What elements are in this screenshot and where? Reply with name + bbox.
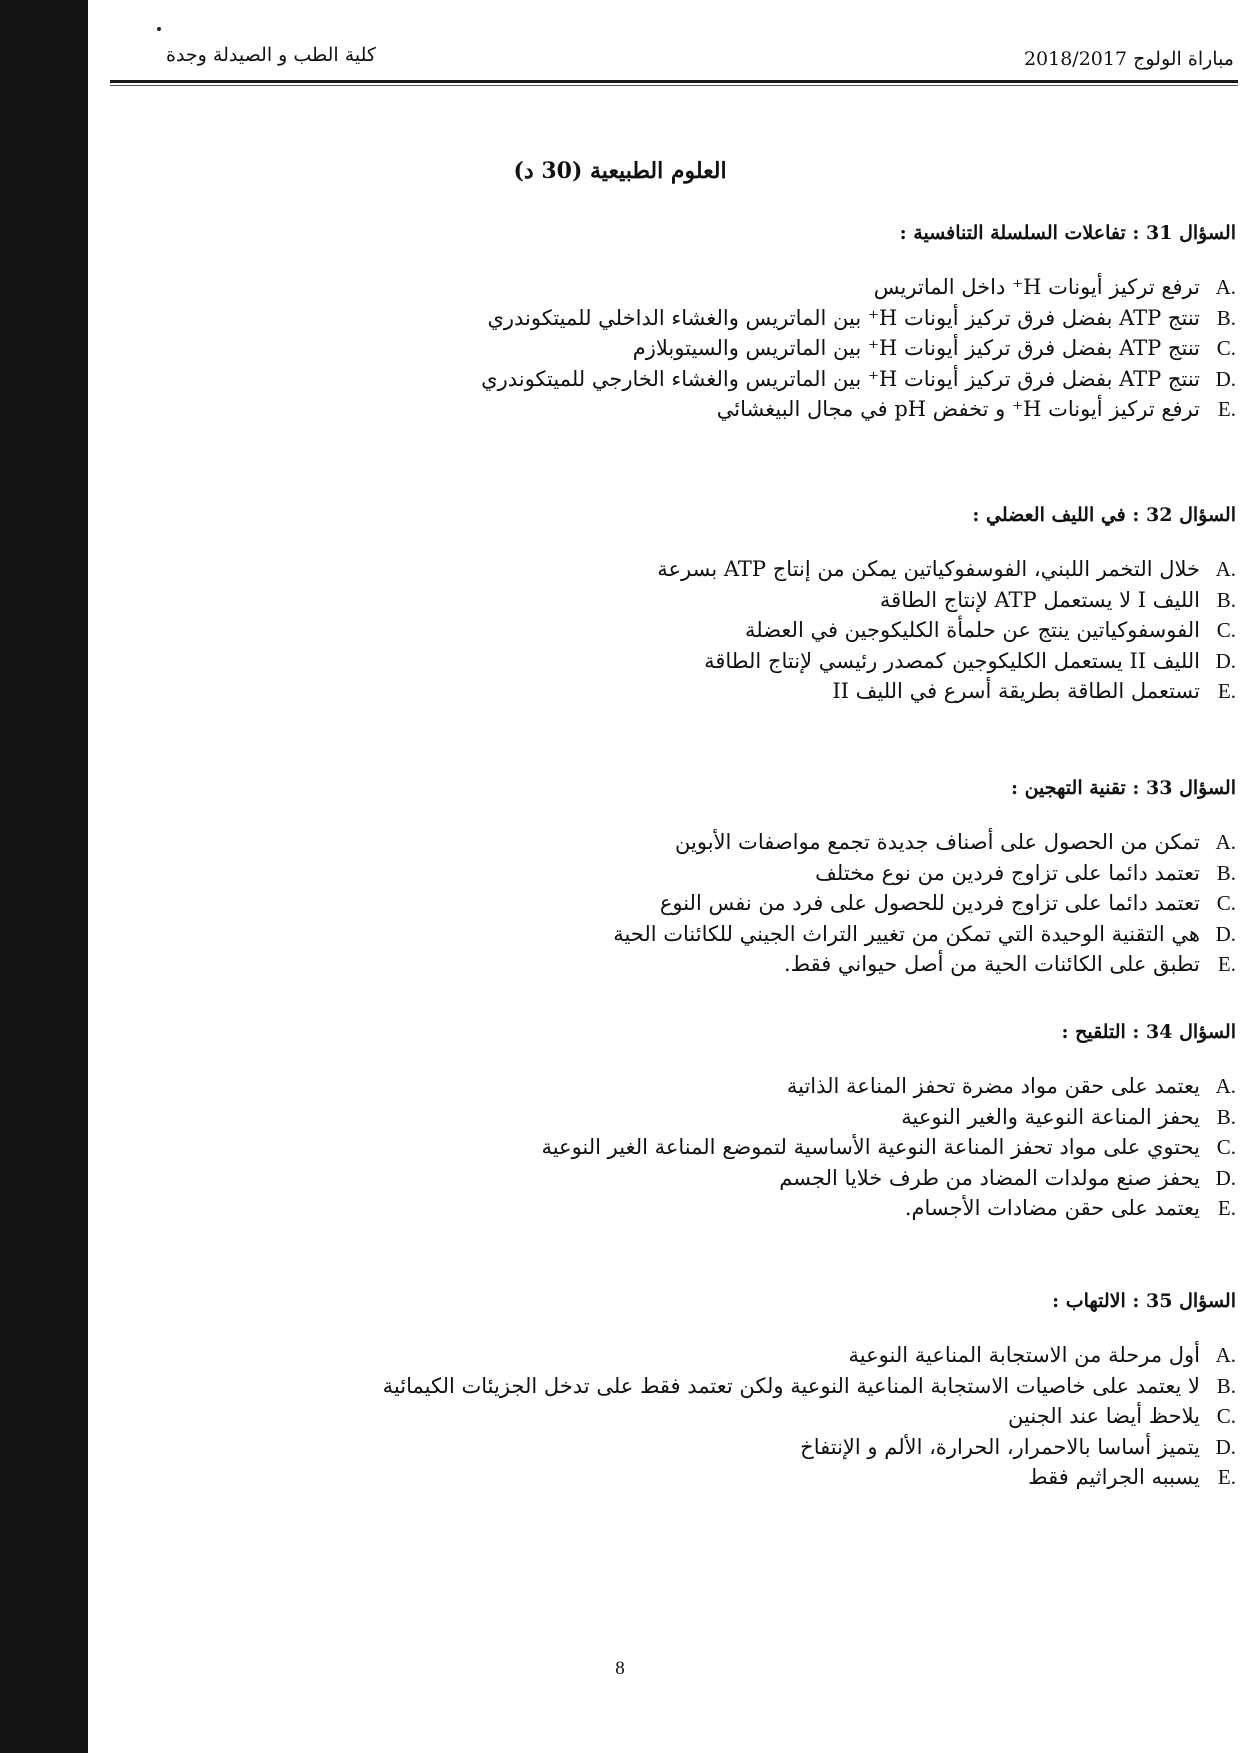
- option-text: يتميز أساسا بالاحمرار، الحرارة، الألم و الإنتفاخ: [800, 1434, 1200, 1459]
- option-text: تعتمد دائما على تزاوج فردين من نوع مختلف: [815, 860, 1200, 885]
- option-text: الليف I لا يستعمل ATP لإنتاج الطاقة: [879, 587, 1200, 612]
- question-31: [136, 218, 1236, 425]
- option-c[interactable]: [136, 1132, 1236, 1163]
- option-d[interactable]: [136, 646, 1236, 677]
- option-letter: E.: [1217, 397, 1236, 421]
- option-letter: B.: [1216, 1104, 1236, 1129]
- option-b[interactable]: [136, 1102, 1236, 1133]
- option-letter: E.: [1217, 1196, 1236, 1220]
- question-title: السؤال 34 : التلقيح :: [1061, 1021, 1236, 1043]
- option-c[interactable]: [136, 333, 1236, 364]
- option-text: الفوسفوكياتين ينتج عن حلمأة الكليكوجين في العضلة: [745, 618, 1200, 642]
- question-title: السؤال 33 : تقنية التهجين :: [1010, 777, 1236, 799]
- header-rule: [110, 80, 1238, 83]
- question-33: [136, 773, 1236, 980]
- option-e[interactable]: [136, 1193, 1236, 1224]
- option-b[interactable]: [136, 1371, 1236, 1402]
- option-a[interactable]: [136, 554, 1236, 585]
- option-letter: A.: [1215, 275, 1236, 299]
- option-text: تنتج ATP بفضل فرق تركيز أيونات H⁺ بين الماتريس والغشاء الخارجي للميتكوندري: [481, 366, 1200, 391]
- option-letter: D.: [1215, 648, 1236, 673]
- option-a[interactable]: [136, 1071, 1236, 1102]
- question-title: السؤال 32 : في الليف العضلي :: [972, 504, 1236, 526]
- option-letter: C.: [1216, 1135, 1236, 1159]
- option-letter: C.: [1216, 618, 1236, 642]
- option-letter: B.: [1216, 860, 1236, 885]
- option-letter: C.: [1216, 891, 1236, 915]
- option-letter: D.: [1215, 921, 1236, 946]
- option-text: هي التقنية الوحيدة التي تمكن من تغيير التراث الجيني للكائنات الحية: [613, 921, 1200, 946]
- option-text: ترفع تركيز أيونات H⁺ داخل الماتريس: [873, 275, 1200, 299]
- option-a[interactable]: [136, 272, 1236, 303]
- option-text: خلال التخمر اللبني، الفوسفوكياتين يمكن من إنتاج ATP بسرعة: [657, 557, 1200, 581]
- option-d[interactable]: [136, 1432, 1236, 1463]
- option-list: [136, 554, 1236, 707]
- option-e[interactable]: [136, 676, 1236, 707]
- option-letter: A.: [1215, 1074, 1236, 1098]
- header-exam-wrap: [1024, 48, 1234, 70]
- option-letter: B.: [1216, 1373, 1236, 1398]
- option-d[interactable]: [136, 364, 1236, 395]
- header-rule-thin: [110, 85, 1238, 86]
- option-letter: B.: [1216, 305, 1236, 330]
- option-text: تستعمل الطاقة بطريقة أسرع في الليف II: [832, 679, 1200, 703]
- scan-speck: [157, 27, 161, 31]
- option-a[interactable]: [136, 1340, 1236, 1371]
- option-text: يحفز صنع مولدات المضاد من طرف خلايا الجسم: [779, 1165, 1200, 1190]
- option-d[interactable]: [136, 1163, 1236, 1194]
- option-c[interactable]: [136, 1401, 1236, 1432]
- option-b[interactable]: [136, 585, 1236, 616]
- header-exam: مباراة الولوج 2018/2017: [1023, 48, 1234, 70]
- question-32: [136, 500, 1236, 707]
- option-text: تطبق على الكائنات الحية من أصل حيواني فقط.: [783, 952, 1200, 976]
- option-text: تمكن من الحصول على أصناف جديدة تجمع مواصفات الأبوين: [675, 830, 1200, 854]
- option-list: [136, 827, 1236, 980]
- option-text: يسببه الجراثيم فقط: [1028, 1465, 1200, 1489]
- option-text: لا يعتمد على خاصيات الاستجابة المناعية النوعية ولكن تعتمد فقط على تدخل الجزيئات الكيمائية: [382, 1373, 1200, 1398]
- option-e[interactable]: [136, 394, 1236, 425]
- option-text: يلاحظ أيضا عند الجنين: [1008, 1404, 1200, 1428]
- option-list: [136, 1340, 1236, 1493]
- question-35: [136, 1286, 1236, 1493]
- option-e[interactable]: [136, 1462, 1236, 1493]
- question-34: [136, 1017, 1236, 1224]
- option-b[interactable]: [136, 303, 1236, 334]
- option-letter: D.: [1215, 1434, 1236, 1459]
- option-c[interactable]: [136, 888, 1236, 919]
- option-list: [136, 272, 1236, 425]
- option-text: يعتمد على حقن مضادات الأجسام.: [904, 1196, 1200, 1220]
- option-text: يحتوي على مواد تحفز المناعة النوعية الأساسية لتموضع المناعة الغير النوعية: [541, 1135, 1200, 1159]
- option-letter: C.: [1216, 1404, 1236, 1428]
- option-text: يحفز المناعة النوعية والغير النوعية: [901, 1104, 1200, 1129]
- option-c[interactable]: [136, 615, 1236, 646]
- option-text: الليف II يستعمل الكليكوجين كمصدر رئيسي لإنتاج الطاقة: [704, 648, 1200, 673]
- option-d[interactable]: [136, 919, 1236, 950]
- option-b[interactable]: [136, 858, 1236, 889]
- option-text: تنتج ATP بفضل فرق تركيز أيونات H⁺ بين الماتريس والغشاء الداخلي للميتكوندري: [487, 305, 1200, 330]
- option-letter: A.: [1215, 1343, 1236, 1367]
- question-title: السؤال 35 : الالتهاب :: [1052, 1290, 1236, 1312]
- option-letter: E.: [1217, 1465, 1236, 1489]
- question-title: السؤال 31 : تفاعلات السلسلة التنافسية :: [899, 222, 1236, 244]
- option-e[interactable]: [136, 949, 1236, 980]
- option-letter: E.: [1217, 679, 1236, 703]
- option-letter: D.: [1215, 1165, 1236, 1190]
- option-text: أول مرحلة من الاستجابة المناعية النوعية: [848, 1343, 1200, 1367]
- option-letter: A.: [1215, 830, 1236, 854]
- option-letter: D.: [1215, 366, 1236, 391]
- option-letter: A.: [1215, 557, 1236, 581]
- page-number: 8: [615, 1658, 625, 1679]
- option-letter: B.: [1216, 587, 1236, 612]
- option-list: [136, 1071, 1236, 1224]
- option-text: تعتمد دائما على تزاوج فردين للحصول على فرد من نفس النوع: [659, 891, 1200, 915]
- option-letter: C.: [1216, 336, 1236, 360]
- option-text: يعتمد على حقن مواد مضرة تحفز المناعة الذاتية: [786, 1074, 1200, 1098]
- option-a[interactable]: [136, 827, 1236, 858]
- section-title: العلوم الطبيعية (30 د): [513, 158, 727, 184]
- header-institution: كلية الطب و الصيدلة وجدة: [166, 44, 376, 66]
- scan-dark-margin: [0, 0, 88, 1753]
- option-text: ترفع تركيز أيونات H⁺ و تخفض pH في مجال البيغشائي: [716, 397, 1200, 421]
- option-text: تنتج ATP بفضل فرق تركيز أيونات H⁺ بين الماتريس والسيتوبلازم: [632, 336, 1200, 360]
- option-letter: E.: [1217, 952, 1236, 976]
